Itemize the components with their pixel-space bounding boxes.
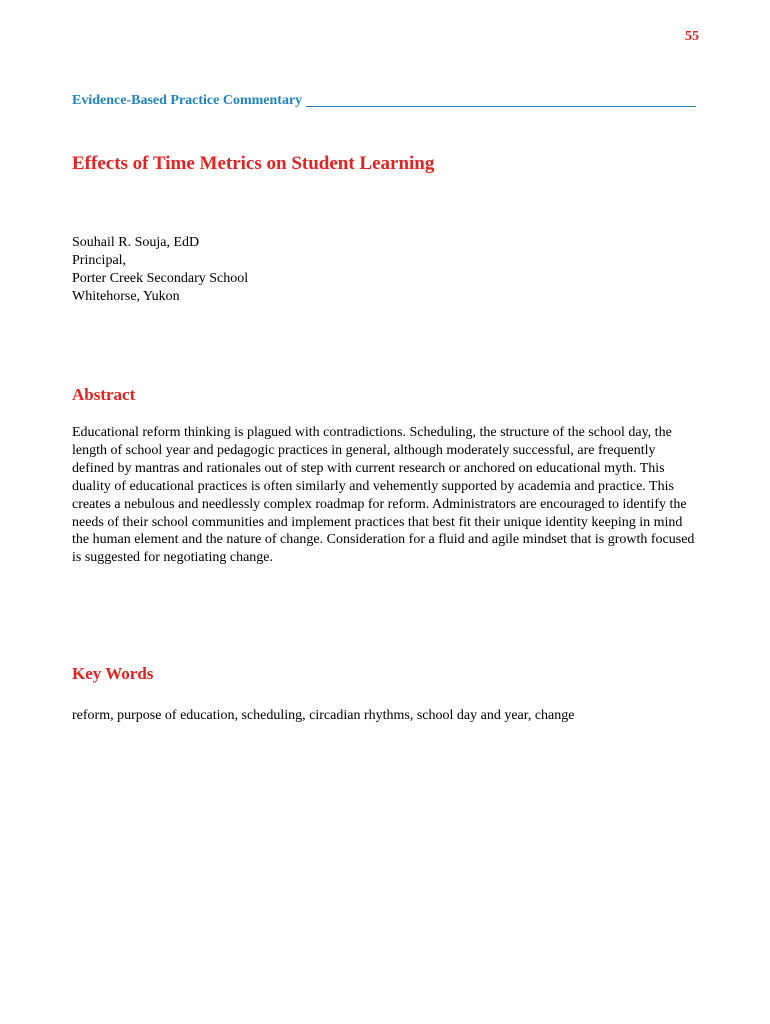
- author-location: Whitehorse, Yukon: [72, 289, 180, 304]
- section-header-rule: [306, 106, 696, 107]
- abstract-body: Educational reform thinking is plagued with contradictions. Scheduling, the structure of the school day, the length of school year and pedagogic practices in general, although moderately successful, are frequently defined by mantras and rationales out of step with current research or anchored on educational myth. This duality of educational practices is often similarly and vehemently supported by academia and practice. This creates a nebulous and needlessly complex roadmap for reform. Administrators are encouraged to identify the needs of their school communities and implement practices that best fit their unique identity keeping in mind the human element and the nature of change. Consideration for a fluid and agile mindset that is growth focused is suggested for negotiating change.: [72, 425, 695, 566]
- abstract-heading: Abstract: [72, 385, 136, 404]
- author-role: Principal,: [72, 253, 127, 268]
- section-header-label: Evidence-Based Practice Commentary: [72, 93, 303, 108]
- page-number: 55: [685, 29, 699, 44]
- author-institution: Porter Creek Secondary School: [72, 271, 249, 286]
- section-header: [72, 93, 696, 109]
- author-block: [72, 234, 248, 306]
- author-name: Souhail R. Souja, EdD: [72, 235, 200, 250]
- article-title: Effects of Time Metrics on Student Learning: [72, 153, 435, 174]
- keywords-body: reform, purpose of education, scheduling, circadian rhythms, school day and year, change: [72, 708, 575, 723]
- keywords-heading: Key Words: [72, 664, 154, 683]
